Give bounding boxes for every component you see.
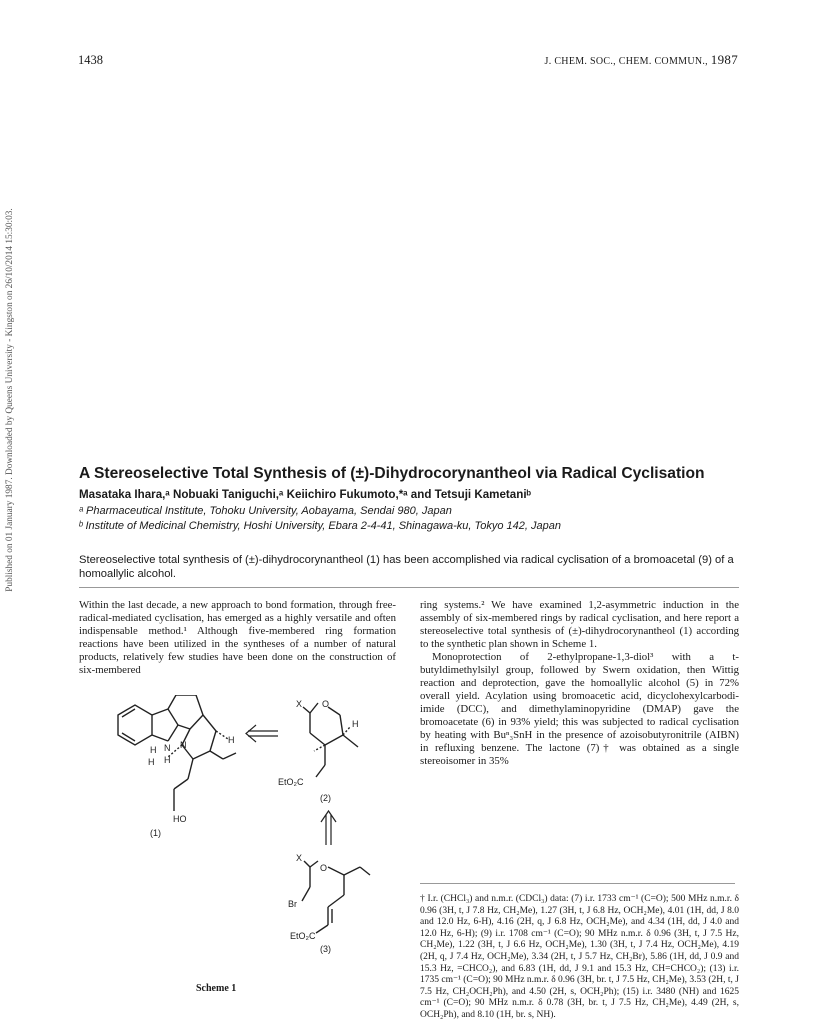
compound-3-structure [302, 861, 370, 933]
label-n-ring: N [180, 740, 187, 750]
footnote-divider [420, 883, 735, 884]
label-compound-3: (3) [320, 944, 331, 954]
scheme-labels [148, 699, 359, 954]
label-br: Br [288, 899, 297, 909]
label-h5: H [352, 719, 359, 729]
journal-header [545, 52, 738, 68]
article-title: A Stereoselective Total Synthesis of (±)-Dihydrocorynantheol via Radical Cyclisation [79, 465, 705, 482]
scheme-1-figure [78, 695, 378, 995]
label-o1: O [322, 699, 330, 709]
label-x1: X [296, 699, 303, 709]
abstract-divider [79, 587, 739, 588]
label-compound-1: (1) [150, 828, 161, 838]
compound-1-structure [118, 695, 236, 811]
body-right-paragraph-2: Monoprotection of 2-ethylpropane-1,3-diol³ with a t-butyldimethylsilyl group, followed by Swern oxidation, then Wittig reaction and deprotection, gave the homoallylic alcohol (5) in 72% overall yield. Acylation using bromoacetic acid, dicyclohexylcarbodi-imide (DCC), and dimethylaminopyridine (DMAP) gave the bromoacetate (6) in 93% yield; this was subjected to radical cyclisation by heating with Buⁿ₃SnH in the presence of azoisobutyronitrile (AIBN) in refluxing benzene. The lactone (7)† was obtained as a single stereoisomer in 35% [420, 651, 739, 767]
label-ho: HO [173, 814, 187, 824]
label-n-indole: N [164, 743, 171, 753]
body-left-paragraph: Within the last decade, a new approach to bond formation, through free-radical-mediated cyclisation, has emerged as a highly versatile and often indispensable method.¹ Although five-membered ring formation reactions have been utilized in the syntheses of a number of natural products, relatively few studies have been done on the construction of six-membered [79, 599, 396, 676]
scheme-caption: Scheme 1 [196, 983, 237, 994]
label-h1: H [150, 745, 157, 755]
page-number: 1438 [78, 53, 103, 67]
affiliation-b: ᵇ Institute of Medicinal Chemistry, Hoshi University, Ebara 2-4-41, Shinagawa-ku, Tokyo 142, Japan [79, 520, 561, 532]
body-right-paragraph-1: ring systems.² We have examined 1,2-asymmetric induction in the assembly of six-membered rings by radical cyclisation, and here report a stereoselective total synthesis of (±)-dihydrocorynantheol (1) according to the synthetic plan shown in Scheme 1. [420, 599, 739, 650]
journal-name: J. CHEM. SOC., CHEM. COMMUN., [544, 56, 708, 67]
footnote: † I.r. (CHCl₃) and n.m.r. (CDCl₃) data: (7) i.r. 1733 cm⁻¹ (C=O); 500 MHz n.m.r. δ 0.96 (3H, t, J 7.8 Hz, CH₂Me), 1.27 (3H, t, J 6.8 Hz, OCH₂Me), 4.01 (1H, dd, J 8.0 and 12.0 Hz, 6-H), 4.16 (2H, q, J 6.8 Hz, OCH₂Me), and 4.34 (1H, dd, J 4.0 and 12.0 Hz, 6-H); (9) i.r. 1708 cm⁻¹ (C=O); 90 MHz n.m.r. δ 0.96 (3H, t, J 7.5 Hz, CH₂Me), 1.22 (3H, t, J 6.6 Hz, OCH₂Me), 1.30 (3H, t, J 7.4 Hz, OCH₂Me), 4.19 (2H, q, J 7.4 Hz, OCH₂Me), 3.34 (2H, t, J 5.7 Hz, CH₂Br), 5.86 (1H, dd, J 0.9 and 15.3 Hz, =CHCO₂), and 6.83 (1H, dd, J 9.1 and 15.3 Hz, CH=CHCO₂); (13) i.r. 1735 cm⁻¹ (C=O); 90 MHz n.m.r. δ 0.96 (3H, br. t, J 7.5 Hz, CH₂Me), 3.53 (2H, t, J 7.5 Hz, CH₂OCH₂Ph), and 4.50 (2H, s, OCH₂Ph); (15) i.r. 3480 (NH) and 1625 cm⁻¹ (C=O); 90 MHz n.m.r. δ 0.78 (3H, br. t, J 7.5 Hz, CH₂Me), 4.49 (2H, s, OCH₂Ph), and 8.10 (1H, br. s, NH). [420, 894, 739, 1020]
label-o2: O [320, 863, 328, 873]
label-ester-1: EtO₂C [278, 777, 304, 787]
affiliation-a: ᵃ Pharmaceutical Institute, Tohoku University, Aobayama, Sendai 980, Japan [79, 505, 452, 517]
label-ester-2: EtO₂C [290, 931, 316, 941]
label-x2: X [296, 853, 303, 863]
watermark-text: Published on 01 January 1987. Downloaded by Queens University - Kingston on 26/10/2014 15:30:03. [5, 208, 15, 592]
journal-year: 1987 [710, 52, 738, 67]
author-list: Masataka Ihara,ᵃ Nobuaki Taniguchi,ᵃ Keiichiro Fukumoto,*ᵃ and Tetsuji Kametaniᵇ [79, 488, 532, 501]
abstract: Stereoselective total synthesis of (±)-dihydrocorynantheol (1) has been accomplished via radical cyclisation of a bromoacetal (9) of a homoallylic alcohol. [79, 554, 734, 580]
compound-2-structure [303, 703, 358, 777]
label-h2: H [148, 757, 155, 767]
label-h4: H [164, 755, 171, 765]
label-h3: H [228, 735, 235, 745]
label-compound-2: (2) [320, 793, 331, 803]
body-right-column [420, 599, 739, 768]
